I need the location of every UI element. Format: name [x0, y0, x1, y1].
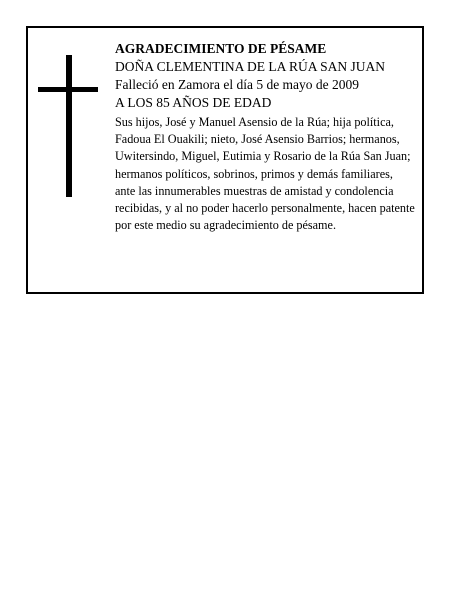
deceased-name: DOÑA CLEMENTINA DE LA RÚA SAN JUAN — [115, 59, 386, 74]
cross-vertical-bar — [66, 55, 72, 197]
obituary-notice-box — [26, 26, 424, 294]
age-at-death: A LOS 85 AÑOS DE EDAD — [115, 95, 272, 110]
cross-icon — [38, 55, 98, 197]
notice-text-block — [115, 40, 415, 234]
notice-heading: AGRADECIMIENTO DE PÉSAME — [115, 41, 327, 56]
acknowledgement-body: Sus hijos, José y Manuel Asensio de la Rúa; hija política, Fadoua El Ouakili; nieto, José Asensio Barrios; hermanos, Uwitersindo, Miguel, Eutimia y Rosario de la Rúa San Juan; hermanos políticos, sobrinos, primos y demás familiares, ante las innumerables muestras de amistad y condolencia recibidas, y al no poder hacerlo personalmente, hacen patente por este medio su agradecimiento de pésame. — [115, 115, 415, 233]
cross-horizontal-bar — [38, 87, 98, 92]
death-details: Falleció en Zamora el día 5 de mayo de 2009 — [115, 77, 360, 92]
